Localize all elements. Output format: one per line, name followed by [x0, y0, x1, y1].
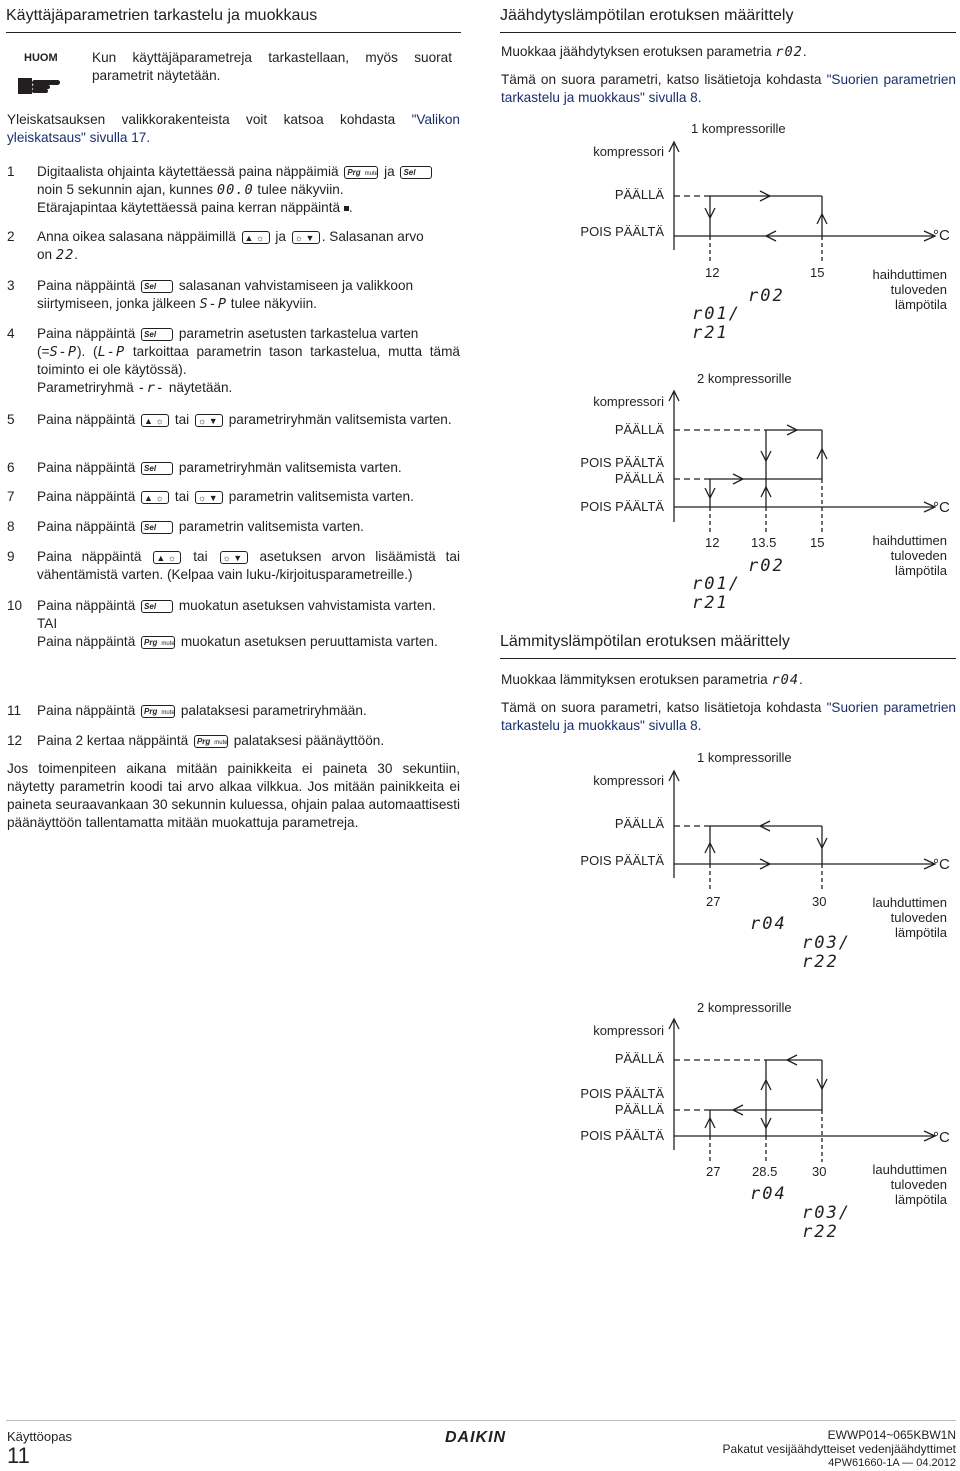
- footer-product: Pakatut vesijäähdytteiset vedenjäähdyttimet: [722, 1442, 956, 1456]
- tick-label: 28.5: [752, 1164, 778, 1179]
- step-text: siirtymiseen, jonka jälkeen: [37, 296, 196, 311]
- intro-link[interactable]: "Valikon yleiskatsaus" sivulla 17.: [7, 112, 460, 145]
- tick-label: 13.5: [751, 535, 777, 550]
- lcd-param-label: r21: [692, 593, 729, 613]
- step-number: 8: [7, 519, 15, 534]
- state-on-label: PÄÄLLÄ: [614, 816, 664, 831]
- step-text: parametriryhmän valitsemista varten.: [178, 460, 402, 475]
- axis-label-compressor: kompressori: [593, 394, 664, 409]
- step-text: parametriryhmän valitsemista varten.: [228, 412, 452, 427]
- step-number: 5: [7, 412, 15, 427]
- step-text: parametrin asetusten tarkastelua varten: [178, 326, 419, 341]
- lcd-code: L-P: [97, 344, 126, 360]
- step-number: 1: [7, 164, 15, 179]
- step-text: Anna oikea salasana näppäimillä: [37, 229, 236, 244]
- step-text: muokatun asetuksen peruuttamista varten.: [180, 634, 438, 649]
- water-temp-label-2: tuloveden: [890, 282, 947, 297]
- step-text: tai: [174, 412, 190, 427]
- note-text: Kun käyttäjäparametreja tarkastellaan, myös suorat parametrit näytetään.: [92, 50, 452, 83]
- step-text: tarkoittaa parametrin tason tarkastelua, mutta tämä toiminto ei ole käytössä).: [37, 344, 460, 377]
- direct-params-link[interactable]: "Suorien parametrien tarkastelu ja muokkaus" sivulla 8.: [501, 700, 956, 733]
- para-text: Tämä on suora parametri, katso lisätietoja kohdasta: [501, 700, 827, 715]
- prg-key-icon: Prg mute: [344, 166, 378, 179]
- step-text: palataksesi parametriryhmään.: [180, 703, 367, 718]
- step-text: . Salasanan arvo: [321, 229, 424, 244]
- water-temp-label-2: tuloveden: [890, 548, 947, 563]
- tick-label: 12: [705, 265, 720, 280]
- step-text: Paina näppäintä: [37, 598, 136, 613]
- up-key-icon: ▲ ☼: [242, 231, 270, 244]
- water-temp-label-1: haihduttimen: [872, 267, 947, 282]
- diagram-caption: 1 kompressorille: [697, 750, 792, 765]
- lcd-param-label: r04: [750, 1184, 787, 1204]
- step-number: 4: [7, 326, 15, 341]
- page-title: Käyttäjäparametrien tarkastelu ja muokkaus: [6, 7, 318, 24]
- up-key-icon: ▲ ☼: [141, 491, 169, 504]
- step-text: salasanan vahvistamiseen ja valikkoon: [178, 278, 414, 293]
- water-temp-label-3: lämpötila: [894, 1192, 947, 1207]
- axis-label-compressor: kompressori: [593, 1023, 664, 1038]
- tick-label: 30: [812, 894, 827, 909]
- para-text: .: [799, 672, 803, 687]
- water-temp-label-1: lauhduttimen: [872, 895, 947, 910]
- axis-label-compressor: kompressori: [593, 773, 664, 788]
- down-key-icon: ☼ ▼: [195, 414, 223, 427]
- para-text: Muokkaa jäähdytyksen erotuksen parametria: [501, 44, 772, 59]
- step-text: .: [348, 200, 353, 215]
- prg-key-icon: Prg mute: [141, 705, 175, 718]
- sel-key-icon: Sel: [400, 166, 432, 179]
- step-text: Paina näppäintä: [37, 460, 136, 475]
- step-number: 9: [7, 549, 15, 564]
- lcd-param-label: r03/: [802, 933, 851, 953]
- step-text: .: [74, 247, 79, 262]
- cooling-section-title: Jäähdytyslämpötilan erotuksen määrittely: [500, 7, 794, 24]
- step-text: Paina näppäintä: [37, 549, 142, 564]
- footer-doc-type: Käyttöopas: [7, 1429, 73, 1444]
- state-on-label: PÄÄLLÄ: [614, 1102, 664, 1117]
- water-temp-label-3: lämpötila: [894, 563, 947, 578]
- axis-label-compressor: kompressori: [593, 144, 664, 159]
- down-key-icon: ☼ ▼: [195, 491, 223, 504]
- state-off-label: POIS PÄÄLTÄ: [580, 224, 664, 239]
- sel-key-icon: Sel: [141, 328, 173, 341]
- diagram-caption: 2 kompressorille: [697, 371, 792, 386]
- daikin-logo: [445, 1429, 506, 1447]
- tick-label: 27: [706, 894, 721, 909]
- lcd-code: S-P: [49, 344, 78, 360]
- step-text: Paina näppäintä: [37, 489, 136, 504]
- step-text: muokatun asetuksen vahvistamista varten.: [178, 598, 436, 613]
- state-off-label: POIS PÄÄLTÄ: [580, 455, 664, 470]
- direct-params-link[interactable]: "Suorien parametrien tarkastelu ja muokkaus" sivulla 8.: [501, 72, 956, 105]
- step-text: tulee näkyviin.: [230, 296, 317, 311]
- step-text: parametrin valitsemista varten.: [178, 519, 364, 534]
- lcd-code: 22: [55, 247, 75, 263]
- step-number: 12: [7, 733, 23, 748]
- state-off-label: POIS PÄÄLTÄ: [580, 853, 664, 868]
- lcd-param-label: r21: [692, 323, 729, 343]
- state-off-label: POIS PÄÄLTÄ: [580, 1128, 664, 1143]
- step-text: Paina näppäintä: [37, 278, 136, 293]
- step-text: palataksesi päänäyttöön.: [233, 733, 385, 748]
- sel-key-icon: Sel: [141, 280, 173, 293]
- lcd-code: r04: [771, 672, 800, 688]
- note-label: HUOM: [24, 52, 58, 64]
- step-text: on: [37, 247, 53, 262]
- footer-model: EWWP014~065KBW1N: [827, 1428, 956, 1442]
- tick-label: 15: [810, 535, 825, 550]
- step-text: Paina näppäintä: [37, 634, 136, 649]
- state-on-label: PÄÄLLÄ: [614, 471, 664, 486]
- state-off-label: POIS PÄÄLTÄ: [580, 1086, 664, 1101]
- tick-label: 27: [706, 1164, 721, 1179]
- down-key-icon: ☼ ▼: [292, 231, 320, 244]
- closing-paragraph: Jos toimenpiteen aikana mitään painikkeita ei paineta 30 sekuntiin, näytetty parametrin koodi tai arvo alkaa vilkkua. Jos mitään painikkeita ei paineta seuraavankaan 30 sekunnin kuluessa, ohjain palaa automaattisesti päänäyttöön tallentamatta mitään muokattuja parametreja.: [7, 761, 460, 830]
- step-text: Etärajapintaa käytettäessä paina kerran näppäintä: [37, 200, 341, 215]
- lcd-code: S-P: [199, 296, 228, 312]
- heating-section-title: Lämmityslämpötilan erotuksen määrittely: [500, 633, 790, 650]
- celsius-unit: °C: [933, 227, 950, 244]
- step-number: 2: [7, 229, 15, 244]
- sel-key-icon: Sel: [141, 462, 173, 475]
- state-on-label: PÄÄLLÄ: [614, 1051, 664, 1066]
- lcd-code: 00.0: [216, 182, 254, 198]
- step-text: tai: [193, 549, 208, 564]
- page-number: 11: [7, 1443, 30, 1468]
- water-temp-label-2: tuloveden: [890, 910, 947, 925]
- step-text: ). (: [77, 344, 98, 359]
- water-temp-label-1: lauhduttimen: [872, 1162, 947, 1177]
- step-text: Digitaalista ohjainta käytettäessä paina näppäimiä: [37, 164, 339, 179]
- prg-key-icon: Prg mute: [141, 636, 175, 649]
- para-text: Tämä on suora parametri, katso lisätietoja kohdasta: [501, 72, 827, 87]
- lcd-param-label: r02: [748, 286, 785, 306]
- prg-key-icon: Prg mute: [194, 735, 228, 748]
- step-number: 11: [7, 703, 22, 718]
- step-text: noin 5 sekunnin ajan, kunnes: [37, 182, 214, 197]
- sel-key-icon: Sel: [141, 600, 173, 613]
- state-on-label: PÄÄLLÄ: [614, 422, 664, 437]
- water-temp-label-3: lämpötila: [894, 925, 947, 940]
- intro-text: Yleiskatsauksen valikkorakenteista voit katsoa kohdasta: [7, 112, 412, 127]
- step-text: Paina 2 kertaa näppäintä: [37, 733, 189, 748]
- celsius-unit: °C: [933, 856, 950, 873]
- lcd-param-label: r04: [750, 914, 787, 934]
- lcd-param-label: r22: [802, 952, 839, 972]
- footer-rule: [6, 1420, 956, 1421]
- lcd-param-label: r01/: [692, 304, 741, 324]
- step-text: Paina näppäintä: [37, 412, 136, 427]
- para-text: Muokkaa lämmityksen erotuksen parametria: [501, 672, 768, 687]
- tick-label: 15: [810, 265, 825, 280]
- step-text: ja: [384, 164, 395, 179]
- step-text: (=: [37, 344, 50, 359]
- lcd-code: r02: [775, 44, 803, 60]
- para-text: .: [802, 44, 807, 59]
- celsius-unit: °C: [933, 499, 950, 516]
- water-temp-label-2: tuloveden: [890, 1177, 947, 1192]
- lcd-param-label: r01/: [692, 574, 741, 594]
- lcd-param-label: r03/: [802, 1203, 851, 1223]
- step-text: tai: [174, 489, 190, 504]
- water-temp-label-1: haihduttimen: [872, 533, 947, 548]
- lcd-param-label: r02: [748, 556, 785, 576]
- step-text: Paina näppäintä: [37, 326, 136, 341]
- lcd-code: -r-: [137, 380, 166, 396]
- step-text: tulee näkyviin.: [257, 182, 344, 197]
- step-number: 7: [7, 489, 15, 504]
- lcd-param-label: r22: [802, 1222, 839, 1242]
- state-off-label: POIS PÄÄLTÄ: [580, 499, 664, 514]
- state-on-label: PÄÄLLÄ: [614, 187, 664, 202]
- step-number: 3: [7, 278, 15, 293]
- step-text: TAI: [37, 616, 58, 631]
- tick-label: 12: [705, 535, 720, 550]
- up-key-icon: ▲ ☼: [153, 551, 181, 564]
- brand-text: DAIKIN: [445, 1429, 507, 1446]
- celsius-unit: °C: [933, 1129, 950, 1146]
- down-key-icon: ☼ ▼: [220, 551, 248, 564]
- tick-label: 30: [812, 1164, 827, 1179]
- step-text: Paina näppäintä: [37, 519, 136, 534]
- step-text: Parametriryhmä: [37, 380, 134, 395]
- step-number: 6: [7, 460, 15, 475]
- step-text: parametrin valitsemista varten.: [228, 489, 414, 504]
- step-number: 10: [7, 598, 23, 613]
- diagram-caption: 1 kompressorille: [691, 121, 786, 136]
- footer-code: 4PW61660-1A — 04.2012: [828, 1457, 956, 1469]
- step-text: asetuksen arvon lisäämistä tai vähentämistä varten. (Kelpaa vain luku-/kirjoitusparametreille.): [37, 549, 460, 582]
- sel-key-icon: Sel: [141, 521, 173, 534]
- up-key-icon: ▲ ☼: [141, 414, 169, 427]
- step-text: näytetään.: [168, 380, 233, 395]
- step-text: Paina näppäintä: [37, 703, 136, 718]
- step-text: ja: [275, 229, 286, 244]
- diagram-caption: 2 kompressorille: [697, 1000, 792, 1015]
- water-temp-label-3: lämpötila: [894, 297, 947, 312]
